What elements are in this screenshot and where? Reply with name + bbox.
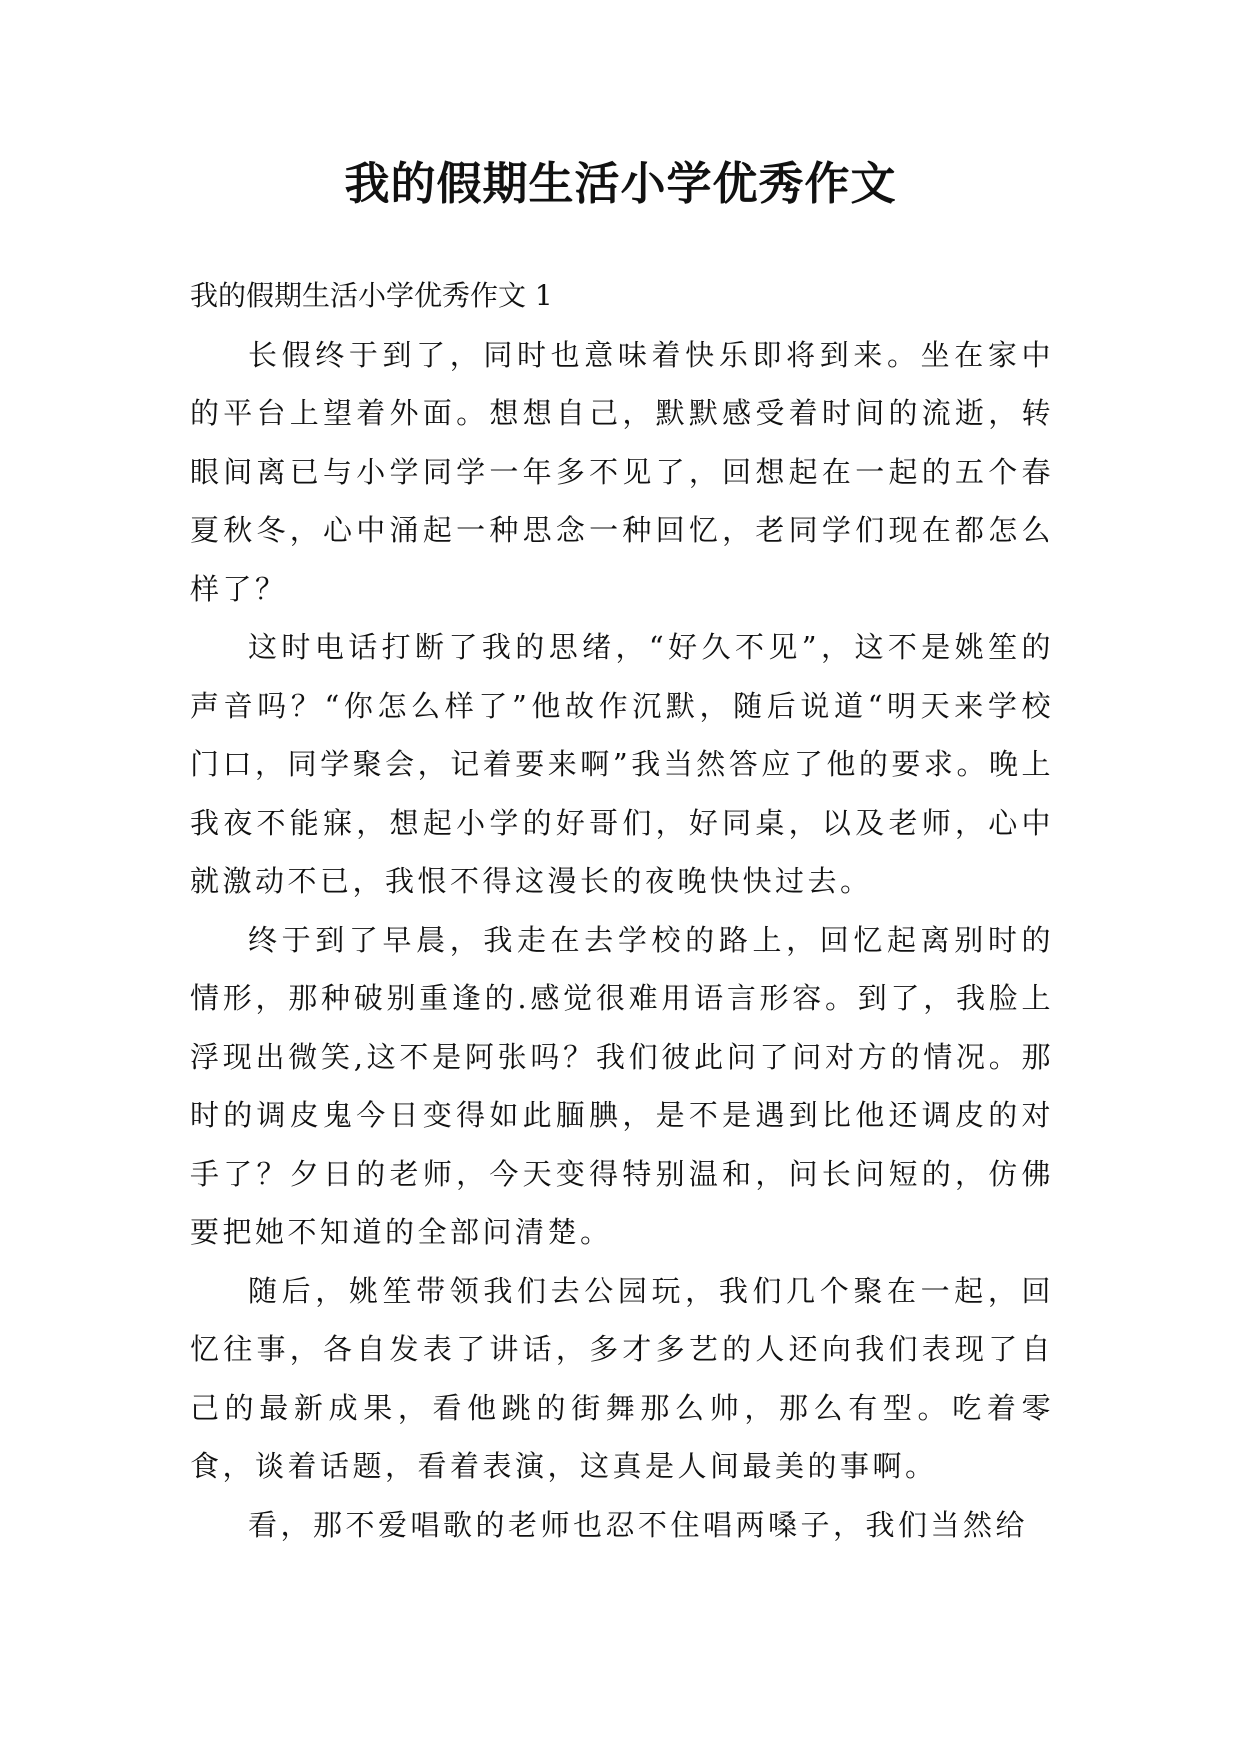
section-heading: 我的假期生活小学优秀作文 1 xyxy=(190,279,553,312)
paragraph-2: 这时电话打断了我的思绪，“好久不见”，这不是姚笙的声音吗？“你怎么样了”他故作沉默，随后说道“明天来学校门口，同学聚会，记着要来啊”我当然答应了他的要求。晚上我夜不能寐，想起小学的好哥们，好同桌，以及老师，心中就激动不已，我恨不得这漫长的夜晚快快过去。 xyxy=(190,630,1054,898)
document-title: 我的假期生活小学优秀作文 xyxy=(344,157,897,210)
paragraph-5: 看，那不爱唱歌的老师也忍不住唱两嗓子，我们当然给 xyxy=(248,1507,1029,1542)
paragraph-3: 终于到了早晨，我走在去学校的路上，回忆起离别时的情形，那种破别重逢的.感觉很难用语言形容。到了，我脸上浮现出微笑,这不是阿张吗？我们彼此问了问对方的情况。那时的调皮鬼今日变得如此腼腆，是不是遇到比他还调皮的对手了？夕日的老师，今天变得特别温和，问长问短的，仿佛要把她不知道的全部问清楚。 xyxy=(190,922,1054,1249)
paragraph-4: 随后，姚笙带领我们去公园玩，我们几个聚在一起，回忆往事，各自发表了讲话，多才多艺的人还向我们表现了自己的最新成果，看他跳的街舞那么帅，那么有型。吃着零食，谈着话题，看着表演，这真是人间最美的事啊。 xyxy=(190,1273,1054,1483)
paragraph-1: 长假终于到了，同时也意味着快乐即将到来。坐在家中的平台上望着外面。想想自己，默默感受着时间的流逝，转眼间离已与小学同学一年多不见了，回想起在一起的五个春夏秋冬，心中涌起一种思念一种回忆，老同学们现在都怎么样了？ xyxy=(190,337,1054,606)
document-body xyxy=(190,267,1054,1554)
